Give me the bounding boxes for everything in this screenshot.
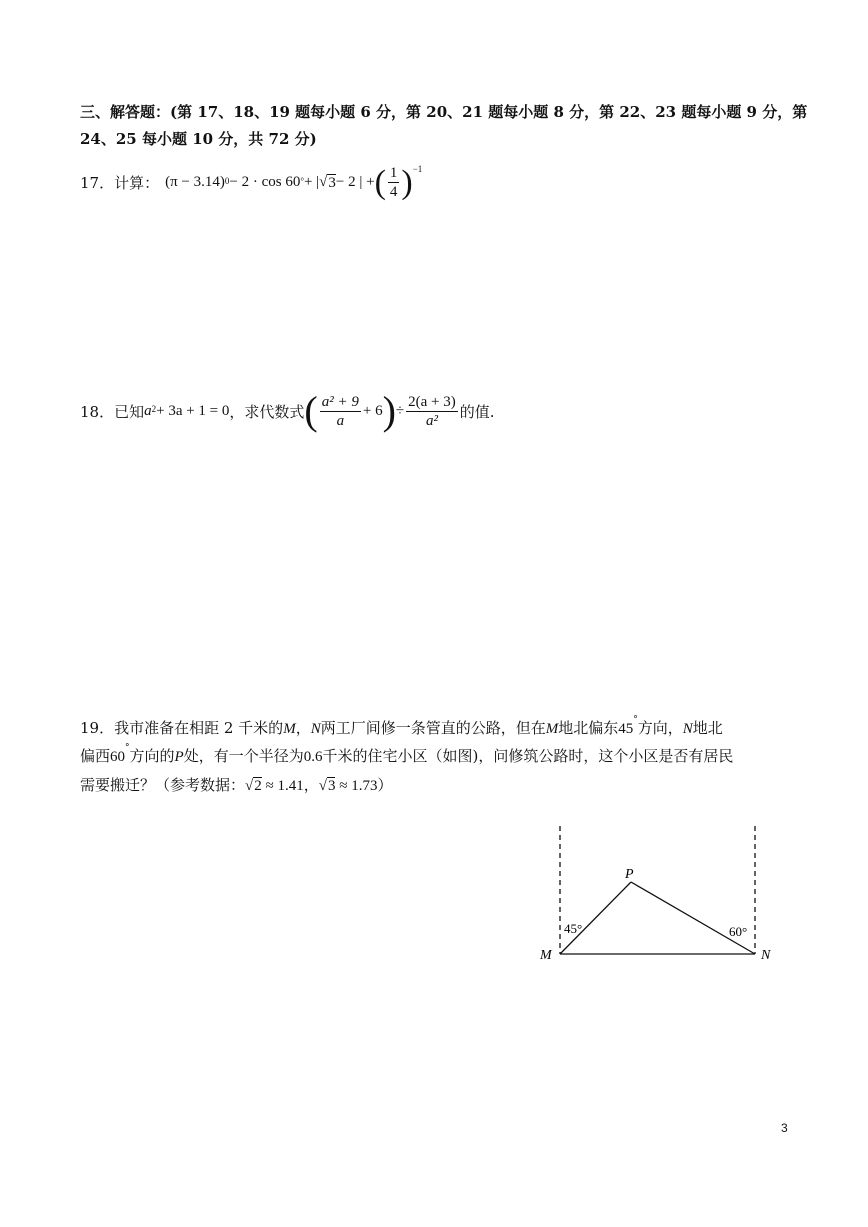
numerator: a² + 9 [321, 393, 359, 410]
numerator: 2(a + 3) [408, 393, 456, 410]
fraction [320, 393, 361, 430]
text: ， [295, 719, 311, 737]
text: 偏西 [80, 747, 111, 765]
denominator: a² [425, 412, 438, 429]
text: 处，有一个半径为 [183, 747, 304, 765]
section-heading-line1: 三、解答题：(第 17、18、19 题每小题 6 分，第 20、21 题每小题 8 分，第 22、23 题每小题 9 分，第 [80, 103, 808, 121]
question-18 [80, 388, 495, 433]
exponent: 0 [224, 175, 230, 186]
question-number: 19． [80, 719, 115, 737]
expr-part: + 3a + 1 = 0 [156, 402, 230, 419]
exponent: −1 [412, 163, 423, 174]
text: ， [303, 776, 319, 794]
radius-value: 0.6 [303, 749, 323, 765]
question-number: 18． [80, 402, 115, 421]
sqrt-argument: 3 [327, 778, 336, 794]
angle-label-n: 60° [729, 924, 748, 939]
expr-part: + 6 [362, 402, 383, 419]
expr-part: − 2 | + [335, 174, 375, 190]
question-19-line1: 19．我市准备在相距 2 千米的M，N两工厂间修一条管直的公路，但在M地北偏东45°方向，N地北 [80, 715, 723, 737]
text: 方向， [637, 719, 683, 737]
fraction [388, 164, 400, 201]
text: 地北 [692, 719, 723, 737]
text: ） [377, 776, 393, 794]
angle-value: 60 [110, 749, 126, 765]
text: 已知 [114, 402, 145, 421]
right-paren: ) [401, 163, 413, 201]
q17-expression [165, 164, 422, 201]
label-p: P [625, 867, 634, 882]
label-m: M [540, 948, 552, 963]
text: 需要搬迁？（参考数据： [80, 776, 246, 794]
expr-part: + | [303, 174, 320, 190]
question-19-line2: 偏西60°方向的P处，有一个半径为0.6千米的住宅小区（如图)，问修筑公路时，这个小区是否有居民 [80, 743, 734, 765]
page-number: 3 [781, 1121, 788, 1135]
text: 我市准备在相距 2 千米的 [114, 719, 284, 737]
text: 的值. [459, 402, 495, 421]
expr-part: − 2 · cos 60 [229, 174, 301, 190]
approx-value: ≈ 1.41 [261, 778, 304, 794]
sqrt-symbol: √ [319, 174, 328, 190]
numerator: 1 [389, 165, 398, 181]
question-prompt: 计算： [114, 174, 160, 192]
var: N [682, 721, 693, 737]
text: 两工厂间修一条管直的公路，但在 [320, 719, 546, 737]
q18-equation [144, 403, 229, 420]
label-n: N [761, 948, 771, 963]
sqrt-argument: 2 [254, 778, 262, 794]
degree-symbol: ° [300, 175, 304, 186]
question-17 [80, 164, 422, 201]
fraction [406, 393, 458, 430]
text: 千米的住宅小区（如图)，问修筑公路时，这个小区是否有居民 [322, 747, 734, 765]
left-paren: ( [374, 163, 386, 201]
expr-part: (π − 3.14) [165, 174, 225, 190]
var: a [144, 402, 152, 419]
section-heading-line2: 24、25 每小题 10 分，共 72 分) [80, 130, 317, 148]
denominator: 4 [389, 184, 398, 200]
text: 方向的 [129, 747, 175, 765]
angle-label-m: 45° [564, 921, 583, 936]
text: ，求代数式 [229, 402, 305, 421]
angle-value: 45 [618, 721, 634, 737]
exponent: 2 [151, 404, 157, 414]
q18-expression [304, 388, 459, 433]
var: M [545, 721, 559, 737]
segment-mp [560, 882, 631, 954]
var: N [310, 721, 321, 737]
question-19-line3: 需要搬迁？（参考数据：√2 ≈ 1.41，√3 ≈ 1.73） [80, 776, 393, 794]
left-paren: ( [304, 388, 318, 433]
text: 地北偏东 [558, 719, 619, 737]
triangle-figure [530, 820, 790, 970]
denominator: a [336, 412, 345, 429]
right-paren: ) [382, 388, 396, 433]
var: M [283, 721, 296, 737]
var: P [174, 749, 184, 765]
sqrt-argument: 3 [328, 174, 336, 191]
approx-value: ≈ 1.73 [335, 778, 378, 794]
segment-pn [631, 882, 755, 954]
question-number: 17． [80, 174, 115, 192]
divide-symbol: ÷ [395, 402, 405, 419]
